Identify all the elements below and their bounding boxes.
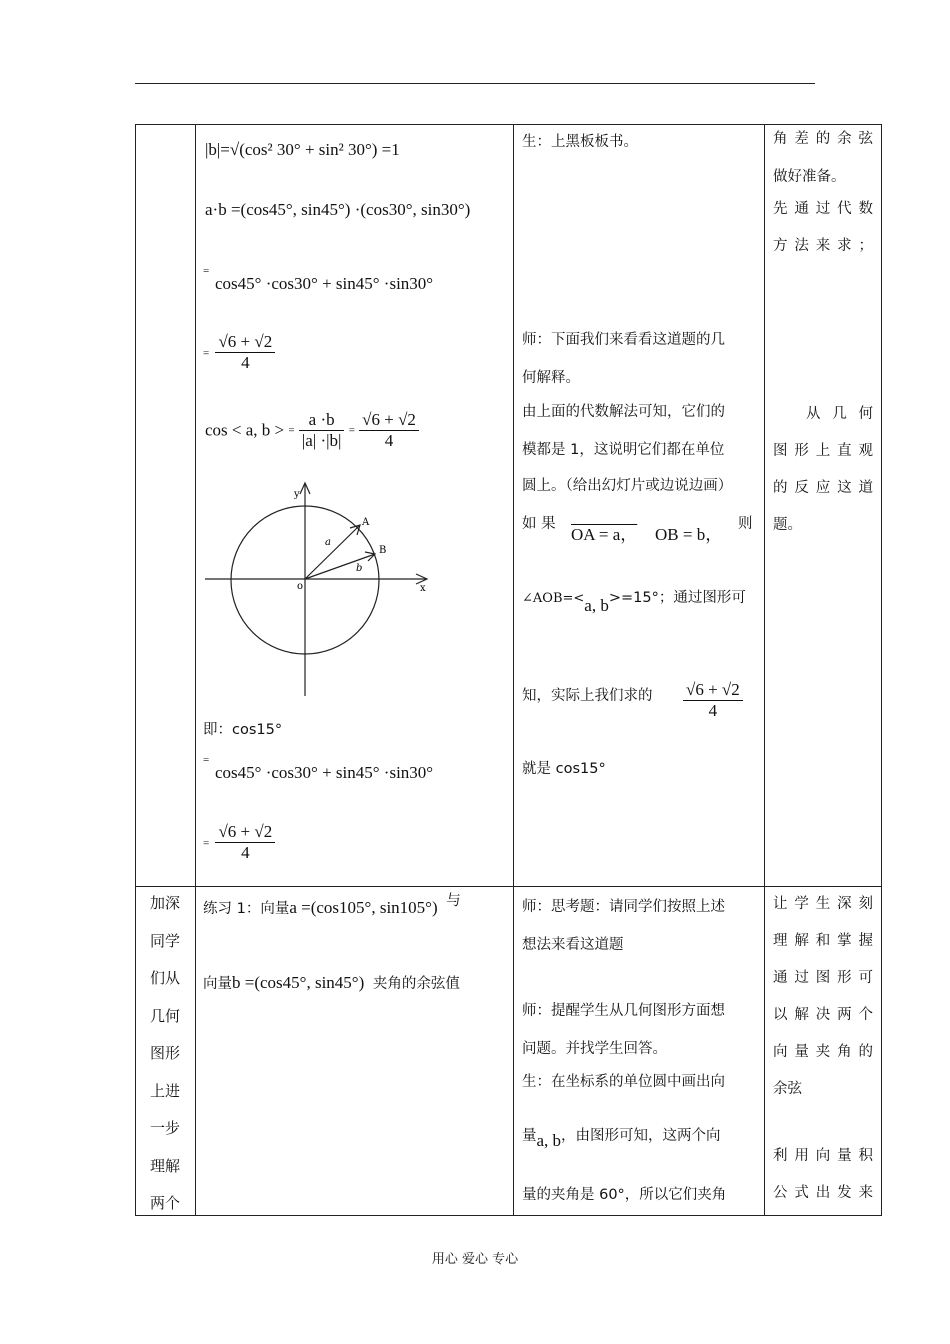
design-intent-line: 以解决两个 [773,1007,873,1023]
page-footer: 用心 爱心 专心 [431,1252,519,1267]
design-intent-line: 图形上直观 [773,443,873,459]
explanation-line: 圆上。（给出幻灯片或边说边画） [522,478,733,494]
unit-circle-graph [200,478,440,700]
conclusion-label: 即：cos15° [203,722,283,738]
formula-b-magnitude: |b|=√(cos² 30° + sin² 30°) =1 [205,140,400,159]
teacher-activity-line: 师：下面我们来看看这道题的几 [522,332,725,348]
explanation-line: 如 果 [522,516,556,532]
formula-expansion: cos45° ·cos30° + sin45° ·sin30° [215,274,434,293]
teacher-activity-line: 问题。并找学生回答。 [522,1041,667,1057]
design-intent-line: 让学生深刻 [773,896,873,912]
header-rule [135,83,815,84]
exercise-1: 练习 1：向量a =(cos105°, sin105°) 与 [203,893,461,917]
vector-ob-formula: OB = b， [655,525,723,544]
x-axis-label: x [420,583,426,594]
explanation-line: 则 [738,516,753,532]
student-activity-line: 量a, b，由图形可知，这两个向 [522,1128,721,1150]
design-intent-line: 利用向量积 [773,1148,873,1164]
design-intent-line: 理解和掌握 [773,933,873,949]
origin-label: o [297,581,304,592]
row-divider [136,886,881,887]
vector-ob [305,554,375,579]
explanation-line: 模都是 1，这说明它们都在单位 [522,442,725,458]
student-activity-line: 生：在坐标系的单位圆中画出向 [522,1074,725,1090]
column-divider [764,125,765,1215]
stage-label: 加深 同学 们从 几何 图形 上进 一步 理解 两个 [149,894,180,1212]
conclusion-expansion: cos45° ·cos30° + sin45° ·sin30° [215,763,434,782]
vector-b-label: b [356,563,363,574]
conclusion-result: = $\frac{√6 + √2}{4}$ [203,822,275,863]
design-intent-line: 角差的余弦 [773,131,873,147]
student-activity-line: 量的夹角是 60°，所以它们夹角 [522,1187,727,1203]
design-intent-line: 公式出发来 [773,1185,873,1201]
angle-statement: ∠AOB=<a, b>=15°；通过图形可 [522,590,746,615]
teacher-activity-line: 何解释。 [522,370,580,386]
vector-oa-formula: OA = a， [571,525,638,544]
explanation-line: 由上面的代数解法可知，它们的 [522,404,725,420]
design-intent-line: 题。 [773,517,802,533]
point-a-label: A [362,517,370,528]
exercise-1-continued: 向量b =(cos45°, sin45°) 夹角的余弦值 [203,973,460,992]
design-intent-line: 的反应这道 [773,480,873,496]
design-intent-line: 从几何 [806,406,873,422]
equals-sign: = [203,265,210,277]
explanation-line: 就是 cos15° [522,761,606,777]
explanation-line: 知，实际上我们求的 [522,688,653,704]
result-fraction: $\frac{√6 + √2}{4}$ [683,680,743,721]
design-intent-line: 方法来求； [773,238,873,254]
student-activity: 生：上黑板板书。 [522,134,638,150]
design-intent-line: 通过图形可 [773,970,873,986]
teacher-activity-line: 师：思考题：请同学们按照上述 [522,899,725,915]
y-axis-label: y [294,489,300,500]
teacher-activity-line: 想法来看这道题 [522,937,624,953]
point-b-label: B [379,545,387,556]
equals-sign: = [203,754,210,766]
column-divider [513,125,514,1215]
column-divider [195,125,196,1215]
formula-cos-angle: cos < a, b > = $\frac{a \cdot b}{|a| \cdot|b|}$ = $\frac{√6 + √2}{4}$ [205,410,419,451]
design-intent-line: 先通过代数 [773,201,873,217]
vector-a-label: a [325,537,331,548]
formula-result: = $\frac{√6 + √2}{4}$ [203,332,275,373]
teacher-activity-line: 师：提醒学生从几何图形方面想 [522,1003,725,1019]
design-intent-line: 做好准备。 [773,169,846,185]
design-intent-line: 向量夹角的 [773,1044,873,1060]
formula-dot-product: a·b =(cos45°, sin45°) ·(cos30°, sin30°) [205,200,471,219]
design-intent-line: 余弦 [773,1081,802,1097]
vector-oa [305,525,363,579]
